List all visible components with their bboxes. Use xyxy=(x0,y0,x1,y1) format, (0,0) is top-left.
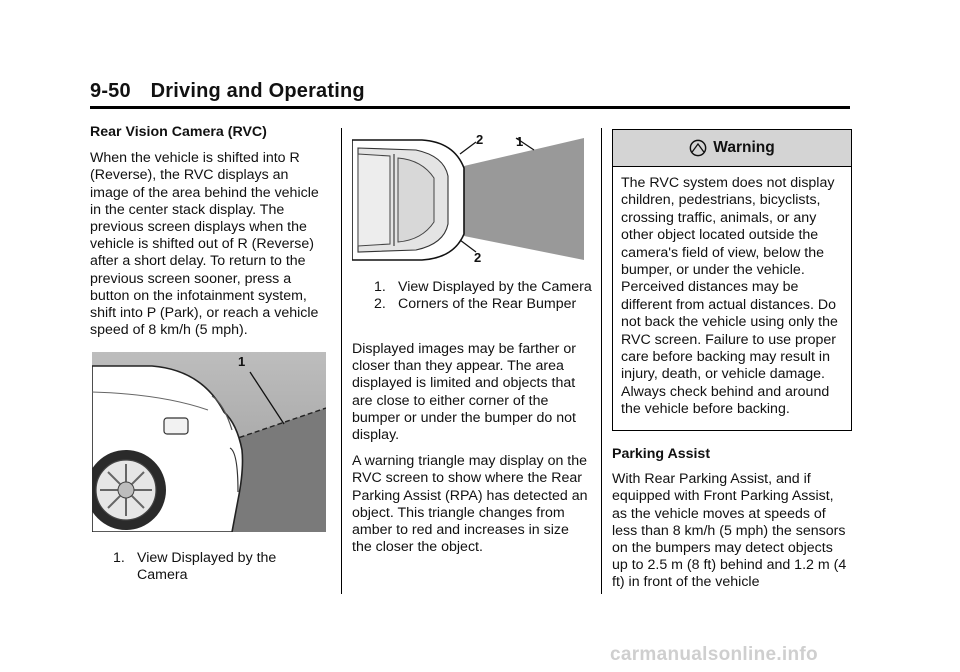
fig2-callout-2-bottom: 2 xyxy=(474,250,482,265)
warning-box xyxy=(612,129,852,431)
fig2-callout-1: 1 xyxy=(516,134,524,149)
header-rule xyxy=(90,106,850,109)
warning-text: The RVC system does not display children, pedestrians, bicyclists, crossing traffic, animals, or any other object located outside the camera's field of view, below the bumper, or under the vehicle. Perceived distances may be different from actual distances. Do not back the vehicle using only the RVC screen. Failure to use proper care before backing may result in injury, death, or vehicle damage. Always check behind and around the vehicle before backing. xyxy=(621,175,838,418)
fig1-caption-list xyxy=(113,550,323,584)
parking-assist-paragraph: With Rear Parking Assist, and if equipped with Front Parking Assist, as the vehicle moves at speeds of less than 8 km/h (5 mph) the sensors on the bumpers may detect objects up to 2.5 m (8 ft) behind and 1.2 m (4 ft) in front of the vehicle xyxy=(612,471,847,591)
page-number: 9-50 xyxy=(90,80,131,102)
parking-assist-heading: Parking Assist xyxy=(612,446,711,462)
car-rear-camera-illustration xyxy=(92,352,326,532)
rvc-paragraph: When the vehicle is shifted into R (Reverse), the RVC displays an image of the area behind the vehicle in the center stack display. The previous screen displays when the vehicle is shifted out of R (Reverse) after a short delay. To return to the previous screen sooner, press a button on the infotainment system, shift into P (Park), or reach a vehicle speed of 8 km/h (5 mph). xyxy=(90,150,319,339)
warning-header xyxy=(613,130,851,167)
watermark: carmanualsonline.info xyxy=(610,644,818,665)
warning-icon xyxy=(689,139,707,157)
fig2-callout-2-top: 2 xyxy=(476,132,484,147)
top-view-camera-illustration xyxy=(352,132,588,267)
fig2-caption-list xyxy=(374,279,594,313)
fig2-caption-item-1: 1. View Displayed by the Camera xyxy=(374,279,592,295)
column-2-body xyxy=(352,341,592,565)
column-divider-2 xyxy=(601,128,602,594)
warning-triangle-paragraph: A warning triangle may display on the RVC screen to show where the Rear Parking Assist (RPA) has detected an object. This triangle changes from amber to red and increases in size the closer the object. xyxy=(352,453,588,556)
section-title: Driving and Operating xyxy=(150,80,365,102)
page-header xyxy=(90,80,365,103)
fig1-caption-item-1: 1. View Displayed by the Camera xyxy=(113,550,277,584)
column-divider-1 xyxy=(341,128,342,594)
rvc-heading: Rear Vision Camera (RVC) xyxy=(90,124,267,140)
column-1 xyxy=(90,124,330,348)
fig2-caption-item-2: 2. Corners of the Rear Bumper xyxy=(374,296,577,313)
column-3-body xyxy=(612,446,852,600)
warning-title: Warning xyxy=(713,139,775,156)
fig1-callout-1: 1 xyxy=(238,354,246,369)
display-limits-paragraph: Displayed images may be farther or closer than they appear. The area displayed is limited and objects that are close to either corner of the bumper or under the bumper do not display. xyxy=(352,341,576,444)
